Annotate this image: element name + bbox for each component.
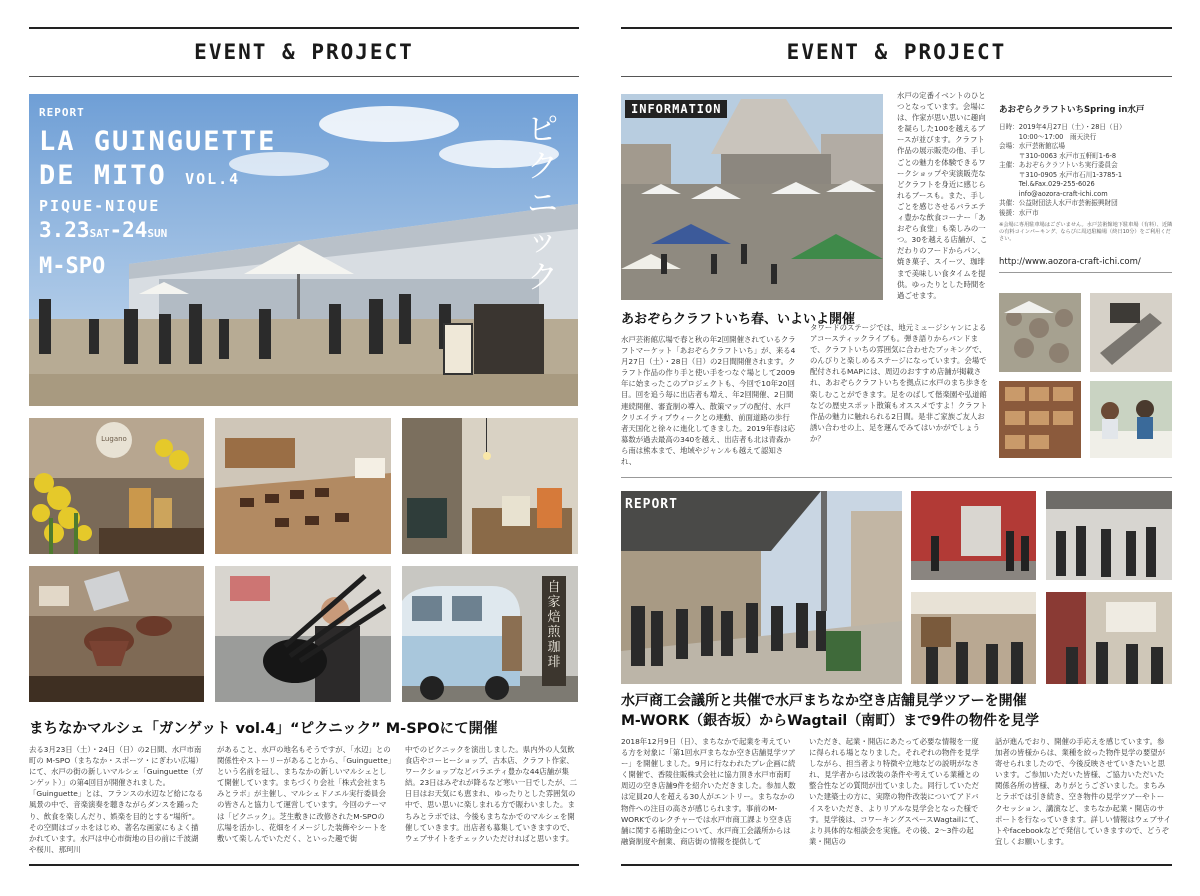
left-col3: 中でのピクニックを演出しました。県内外の人気飲食店やコーヒーショップ、古本店、クラフト作家、ワークショップなどバラエティ豊かな44店舗が集結。23日はみぞれが降るなど寒い一日でしたが、二日目はお天気にも恵まれ、ゆったりとした雰囲気の中で、思い思いに楽しまれる方で賑わいました。まちみとラボでは、今後もまちなかでのマルシェを開催していきます。出店者も募集していきますので、ウェブサイトをチェックいただければと思います。 (405, 745, 578, 843)
hero-sun: SUN (147, 227, 168, 240)
photo-crowd (999, 293, 1081, 372)
photo-workshop (1090, 381, 1172, 458)
information-headline: あおぞらクラフトいち春、いよいよ開催 (621, 312, 856, 327)
hero-venue: M-SPO (39, 254, 106, 279)
event-detail-line: 共催：公益財団法人水戸市芸術振興財団 (999, 199, 1118, 207)
url-rule (999, 272, 1172, 273)
photo-flowers (29, 418, 204, 554)
event-detail-line: 主催：あおぞらクラフトいち実行委員会 (999, 161, 1118, 169)
left-col2: があること、水戸の地名もそうですが、「水辺」との関係性やストーリーがあることから、「Guinguette」という名前を冠し、まちなかの新しいマルシェとして開催しています。まちづくり会社「株式会社まちみとラボ」が主催し、マルシェドノエル実行委員会の皆さんと協力して運営しています。今回のテーマは「ピクニック」。芝生敷きに改修されたM-SPOの広場を活かし、花畑をイメージした装飾やシートを敷いて楽しんでいただく、といった趣で街 (217, 745, 392, 843)
photo-wood-items (999, 381, 1081, 458)
photo-van (402, 566, 578, 702)
information-col3: タワードのステージでは、地元ミュージシャンによるアコースティックライブも。弾き語りからバンドまで、クラフトいちの雰囲気に合わせたブッキングで、のんびりと楽しめるステージになっています。会場で配付されるMAPには、周辺のおすすめ店舗が掲載され、あおぞらクラフトいちを拠点に水戸のまち歩きを楽しむことができます。足をのばして偕楽園や弘道館などの歴史スポット散策もオススメですよ！クラフト作品の魅力に触れられる2日間。是非ご家族ご友人お誘い合わせの上、足を運んでみてはいかがでしょうか？ (810, 323, 988, 443)
coffee-stand-sign: 自家焙煎珈琲 (547, 580, 561, 670)
event-box-title: あおぞらクラフトいちSpring in水戸 (999, 105, 1145, 115)
hero-title-line1: LA GUINGUETTE (39, 126, 277, 157)
right-bottom-rule (621, 864, 1172, 866)
hero-sat: SAT (89, 227, 110, 240)
event-detail-line: Tel.&Fax.029-255-6026 (999, 180, 1095, 188)
hero-report-label: REPORT (39, 106, 85, 119)
photo-bagpipe (215, 566, 391, 702)
photo-interior (911, 592, 1036, 684)
report-headline-1: 水戸商工会議所と共催で水戸まちなか空き店舗見学ツアーを開催 (621, 693, 1027, 709)
right-top-rule (621, 27, 1172, 29)
left-bottom-rule (29, 864, 579, 866)
photo-chocolates-art (215, 418, 391, 554)
photo-workshop-art (1090, 381, 1172, 458)
event-detail-line: 会場：水戸芸術館広場 (999, 142, 1065, 150)
photo-shop (402, 418, 578, 554)
left-top-rule (29, 27, 579, 29)
craft-market-photo (621, 94, 883, 300)
photo-shop-art (402, 418, 578, 554)
report-headline-2: M-WORK（銀杏坂）からWagtail（南町）まで9件の物件を見学 (621, 713, 1039, 729)
photo-coffee-art (29, 566, 204, 702)
event-detail-lines (999, 123, 1174, 218)
photo-coffee-pour (29, 566, 204, 702)
left-title-rule (29, 76, 579, 77)
photo-wood-art (999, 381, 1081, 458)
right-section-title: EVENT & PROJECT (786, 40, 1007, 64)
photo-tour-art (1046, 491, 1172, 580)
hero-dates (39, 218, 167, 242)
arcade-art (621, 491, 902, 684)
photo-chocolates (215, 418, 391, 554)
photo-crowd-art (999, 293, 1081, 372)
photo-bagpipe-art (215, 566, 391, 702)
event-detail-line: info@aozora-craft-ichi.com (999, 189, 1108, 198)
photo-tour-group (1046, 491, 1172, 580)
arcade-photo (621, 491, 902, 684)
hero-title-line2 (39, 160, 240, 191)
left-headline: まちなかマルシェ「ガンゲット vol.4」“ピクニック” M-SPOにて開催 (29, 721, 498, 737)
event-detail-line: 〒310-0905 水戸市石川1-3785-1 (999, 170, 1123, 179)
hero-date1: 3.23 (39, 218, 90, 242)
photo-interior-art (911, 592, 1036, 684)
hero-date-sep: - (109, 218, 123, 242)
event-note: ※会場に専用駐車場はございません。水戸芸術館地下駐車場（有料）、近隣の有料コインパーキング、ならびに周辺駐輪場（終日10分）をご利用ください。 (999, 222, 1173, 242)
left-col1: 去る3月23日（土）・24日（日）の2日間、水戸市南町の M-SPO（まちなか・スポーツ・にぎわい広場）にて、水戸の街の新しいマルシェ「Guinguette（ガンゲット）」の第4回目が開催されました。「Guinguette」とは、フランスの水辺など給になる風景の中で、音楽演奏を聴きながらダンスを踊ったり、飲食を楽しんだり、娯楽を目的とする“場所”。その空間はゴッホをはじめ、著名な画家にもよく描かれています。水戸は中心市街地の目の前に千波湖や桜川、那珂川 (29, 745, 204, 854)
hero-photo (29, 94, 578, 406)
event-detail-line: 〒310-0063 水戸市五軒町1-6-8 (999, 151, 1117, 160)
event-detail-line: 日時：2019年4月27日（土）・28日（日） (999, 123, 1126, 131)
photo-red-art (911, 491, 1036, 580)
craft-market-art (621, 94, 883, 300)
middle-rule (621, 477, 1172, 478)
information-col2: 水戸の定番イベントのひとつとなっています。会場には、作家が思い思いに趣向を凝らした100を越えるブースが並びます。クラフト作品の展示販売の他、手しごとの魅力を体験できるワークショップや実演販売などクラフトを身近に感じられるブースも。また、手しごとを感じさせるバラエティ豊かな飲食コーナー「あおぞら食堂」も楽しみの一つ。30を越える店舗が、こだわりのフードからパン、焼き菓子、スイーツ、珈琲まで美味しい食タイムを提供。ゆったりとした時間を過ごせます。 (897, 91, 988, 300)
hero-vertical-text: ピクニック (527, 112, 558, 296)
left-section-title: EVENT & PROJECT (194, 40, 414, 64)
report-col2: いただき、起業・開店にあたって必要な情報を一度に得られる場となりました。それぞれの物件を見学しながら、担当者より特徴や立地などの説明がなされ、見学者からは改装の条件や考えている業種との整合性などの質問が出ていました。同行していただいた建築士の方に、実際の物件改装についてアドバイスをいただき、よりリアルな見学会となった様です。見学後は、コワーキングスペースWagtailにて、より具体的な相談会を実施。その後、2〜3件の起業・開店の (809, 737, 983, 846)
report-label: REPORT (625, 497, 678, 512)
right-title-rule (621, 76, 1172, 77)
information-label: INFORMATION (625, 100, 727, 118)
photo-red-storefront (911, 491, 1036, 580)
information-col1: 水戸芸術館広場で春と秋の年2回開催されているクラフトマーケット「あおぞらクラフトいち」が、来る4月27日（土）・28日（日）の2日間開催されます。クラフト作品の作り手と使い手をつなぐ場として2009年に始まったこのプロジェクトも、今回で10年20回目。回を追う毎に出店者も増え、年2回開催、2日間連続開催、審査制の導入、散策マップの配付、水戸クリエイティブウィークとの連動、前面道路の歩行者天国化と徐々に進化してきました。2019年春は応募数が過去最高の340を越え、出店者も北は青森から南は熊本まで、地域やジャンルも越えて認知され、 (621, 335, 796, 467)
report-col3: 話が進んでおり、開催の手応えを感じています。参加者の皆様からは、業種を絞った物件見学の要望が寄せられましたので、今後反映させていきたいと思います。ご参加いただいた皆様、ご協力いただいた関係各所の皆様、ありがとうございました。まちみとラボでは引き続き、空き物件の見学ツアーやトークセッション、講演など、まちなか起業・開店のサポートを行なっていきます。詳しい情報はウェブサイトやfacebookなどで発信していきますので、どうぞ宜しくお願いします。 (995, 737, 1171, 846)
photo-tools-art (1090, 293, 1172, 372)
hero-vol: VOL.4 (185, 170, 241, 188)
event-detail-line: 後援：水戸市 (999, 208, 1039, 217)
hero-subtitle: PIQUE-NIQUE (39, 197, 161, 215)
event-detail-box (999, 103, 1174, 243)
event-url-link[interactable]: http://www.aozora-craft-ichi.com/ (999, 257, 1141, 267)
photo-meeting-art (1046, 592, 1172, 684)
hero-date2: 24 (122, 218, 148, 242)
photo-tools (1090, 293, 1172, 372)
photo-meeting (1046, 592, 1172, 684)
event-detail-line: 10:00〜17:00 雨天決行 (999, 132, 1097, 141)
cafe-sign: Lugano (101, 435, 127, 443)
report-col1: 2018年12月9日（日）、まちなかで起業を考えている方を対象に「第1回水戸まちなか空き店舗見学ツアー」を開催しました。9月に行なわれたプレ企画に続く開催で、香陵住販株式会社に協力頂き水戸市南町周辺の空き店舗9件を紹介いただきました。参加人数は定員20人を超える30人がエントリー。まちなかの物件への注目の高さが感じられます。事前のM-WORKでのレクチャーでは水戸市商工課より空き店舗に関する補助金について、水戸商工会議所からは融資制度や創業、商店街の情報を提供して (621, 737, 796, 846)
hero-title-text: DE MITO (39, 160, 167, 191)
